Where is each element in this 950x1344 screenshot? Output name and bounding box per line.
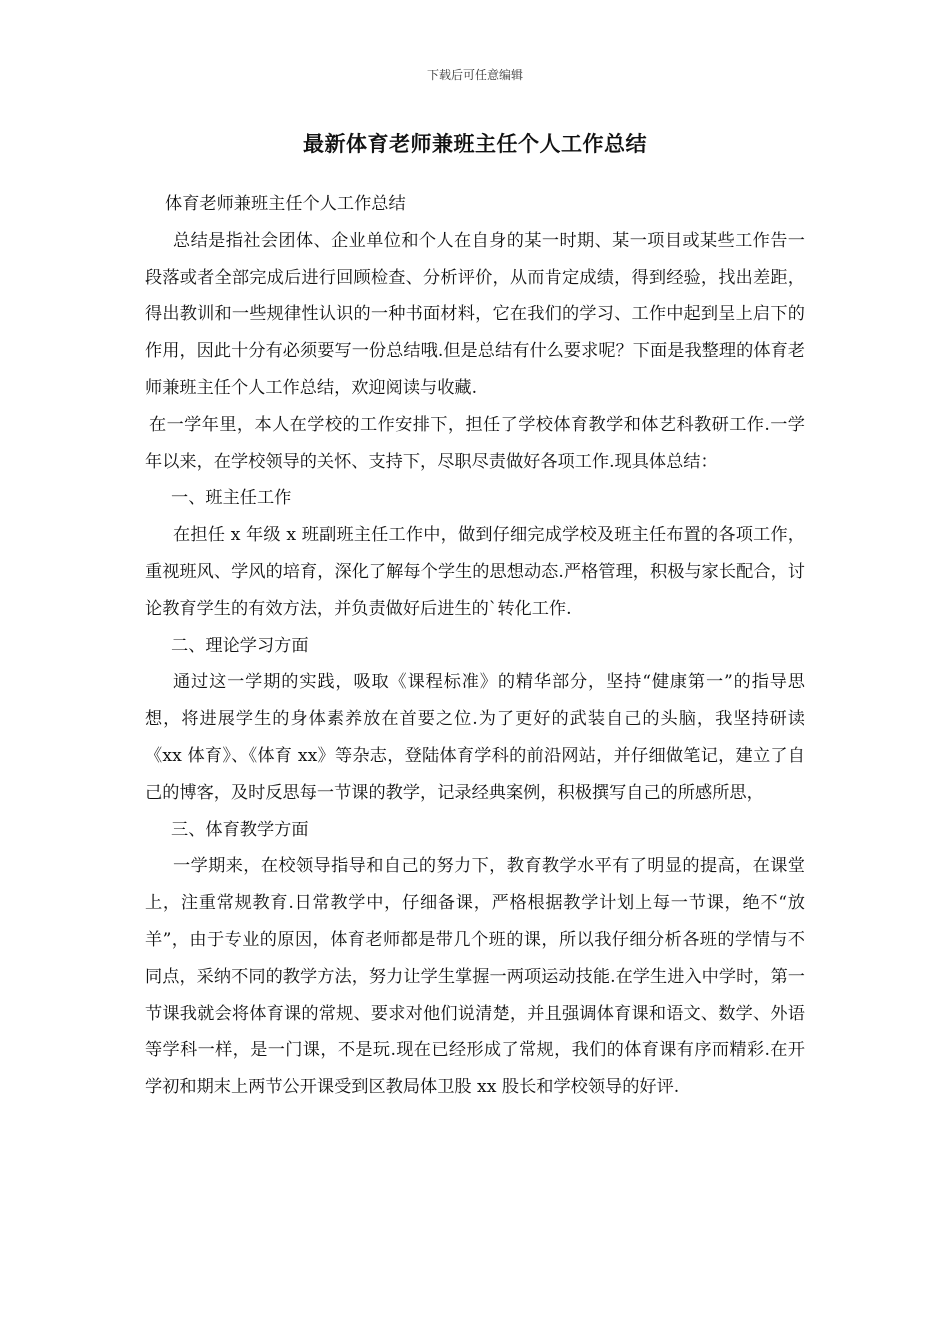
overview-paragraph: 在一学年里，本人在学校的工作安排下，担任了学校体育教学和体艺科教研工作.一学年以来，在学校领导的关怀、支持下，尽职尽责做好各项工作.现具体总结： (145, 414, 805, 472)
header-note: 下载后可任意编辑 (426, 68, 523, 82)
subtitle-paragraph: 体育老师兼班主任个人工作总结 (165, 194, 406, 214)
document-body (145, 186, 805, 1106)
section-heading-2: 二、理论学习方面 (171, 635, 309, 656)
intro-paragraph: 总结是指社会团体、企业单位和个人在自身的某一时期、某一项目或某些工作告一段落或者全部完成后进行回顾检查、分析评价，从而肯定成绩，得到经验，找出差距，得出教训和一些规律性认识的一种书面材料，它在我们的学习、工作中起到呈上启下的作用，因此十分有必须要写一份总结哦.但是总结有什么要求呢？下面是我整理的体育老师兼班主任个人工作总结，欢迎阅读与收藏. (145, 230, 805, 398)
section-heading-3: 三、体育教学方面 (171, 819, 309, 840)
section-paragraph-3: 一学期来，在校领导指导和自己的努力下，教育教学水平有了明显的提高，在课堂上，注重常规教育.日常教学中，仔细备课，严格根据教学计划上每一节课，绝不“放羊”，由于专业的原因，体育老师都是带几个班的课，所以我仔细分析各班的学情与不同点，采纳不同的教学方法，努力让学生掌握一两项运动技能.在学生进入中学时，第一节课我就会将体育课的常规、要求对他们说清楚，并且强调体育课和语文、数学、外语等学科一样，是一门课，不是玩.现在已经形成了常规，我们的体育课有序而精彩.在开学初和期末上两节公开课受到区教局体卫股 xx 股长和学校领导的好评. (145, 856, 805, 1098)
section-paragraph-1: 在担任 x 年级 x 班副班主任工作中，做到仔细完成学校及班主任布置的各项工作，重视班风、学风的培育，深化了解每个学生的思想动态.严格管理，积极与家长配合，讨论教育学生的有效方法，并负责做好后进生的`转化工作. (145, 525, 805, 619)
section-heading-1: 一、班主任工作 (171, 488, 292, 509)
section-paragraph-2: 通过这一学期的实践，吸取《课程标准》的精华部分，坚持“健康第一”的指导思想，将进展学生的身体素养放在首要之位.为了更好的武装自己的头脑，我坚持研读《xx 体育》、《体育 xx》等杂志，登陆体育学科的前沿网站，并仔细做笔记，建立了自己的博客，及时反思每一节课的教学，记录经典案例，积极撰写自己的所感所思， (145, 672, 805, 803)
document-title: 最新体育老师兼班主任个人工作总结 (303, 131, 647, 156)
